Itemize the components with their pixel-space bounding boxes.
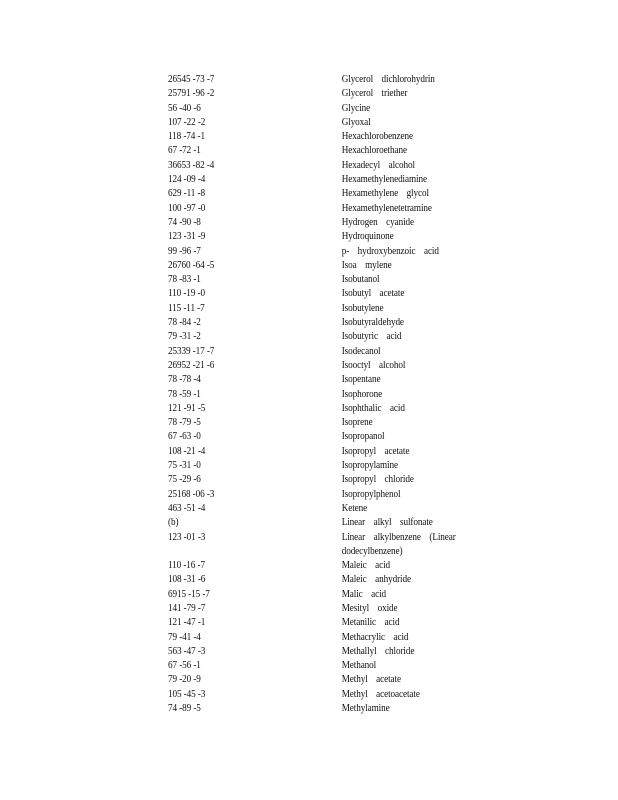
chemical-name: Linear alkylbenzene (Linear dodecylbenzene) <box>341 531 465 557</box>
chemical-name: Isoa mylene <box>341 259 392 271</box>
chemical-name: Isobutylene <box>341 302 384 314</box>
cas-number: 26952 -21 -6 <box>168 359 215 371</box>
table-row <box>168 559 497 573</box>
table-row <box>168 316 497 330</box>
cas-number: 110 -16 -7 <box>168 560 205 572</box>
chemical-name: Hexamethylenetetramine <box>341 202 432 214</box>
table-row <box>168 473 497 487</box>
chemical-name: Maleic anhydride <box>341 574 411 586</box>
table-row <box>168 573 497 587</box>
chemical-name: Isobutyric acid <box>341 331 402 343</box>
table-row <box>168 531 497 560</box>
cas-number: 123 -01 -3 <box>168 531 206 543</box>
table-row <box>168 388 497 402</box>
cas-number: 108 -31 -6 <box>168 574 206 586</box>
chemical-name: Isophthalic acid <box>341 402 405 414</box>
chemical-name: Hexachlorobenzene <box>341 131 413 143</box>
cas-number: 56 -40 -6 <box>168 102 201 114</box>
chemical-name: Mesityl oxide <box>341 602 398 614</box>
chemical-name: Glycerol triether <box>341 88 408 100</box>
chemical-name: Hydroquinone <box>341 231 394 243</box>
chemical-name: Glycerol dichlorohydrin <box>341 74 435 85</box>
table-row <box>168 373 497 387</box>
chemical-name: p- hydroxybenzoic acid <box>341 245 439 257</box>
table-row <box>168 230 497 244</box>
table-row <box>168 359 497 373</box>
table-row <box>168 673 497 687</box>
table-row <box>168 516 497 530</box>
cas-number: 121 -47 -1 <box>168 617 206 629</box>
chemical-table <box>168 73 498 716</box>
cas-number: 25791 -96 -2 <box>168 88 215 100</box>
cas-number: 118 -74 -1 <box>168 131 205 143</box>
cas-number: 25168 -06 -3 <box>168 488 215 500</box>
cas-number: 78 -84 -2 <box>168 317 201 329</box>
chemical-name: Ketene <box>341 502 368 514</box>
chemical-name: Isopropylamine <box>341 460 398 472</box>
table-row <box>168 287 497 301</box>
cas-number: 463 -51 -4 <box>168 502 206 514</box>
cas-number: 67 -72 -1 <box>168 145 201 157</box>
chemical-name: Hexachloroethane <box>341 145 407 157</box>
chemical-name: Hydrogen cyanide <box>341 216 415 228</box>
chemical-name: Maleic acid <box>341 560 391 572</box>
chemical-name: Methyl acetoacetate <box>341 688 420 700</box>
cas-number: (b) <box>168 517 179 529</box>
cas-number: 100 -97 -0 <box>168 202 206 214</box>
cas-number: 75 -29 -6 <box>168 474 201 486</box>
chemical-name: Methylamine <box>341 703 390 715</box>
cas-number: 78 -59 -1 <box>168 388 201 400</box>
table-row <box>168 102 497 116</box>
chemical-name: Glycine <box>341 102 371 114</box>
chemical-name: Isoprene <box>341 417 373 429</box>
chemical-name: Methallyl chloride <box>341 645 415 657</box>
cas-number: 79 -20 -9 <box>168 674 201 686</box>
table-row <box>168 187 497 201</box>
cas-number: 107 -22 -2 <box>168 116 206 128</box>
cas-number: 67 -56 -1 <box>168 660 201 672</box>
cas-number: 105 -45 -3 <box>168 688 206 700</box>
table-row <box>168 73 497 87</box>
chemical-name: Linear alkyl sulfonate <box>341 517 433 529</box>
cas-number: 67 -63 -0 <box>168 431 201 443</box>
cas-number: 26760 -64 -5 <box>168 259 215 271</box>
cas-number: 75 -31 -0 <box>168 460 201 472</box>
chemical-name: Hexamethylenediamine <box>341 174 427 186</box>
chemical-name: Isopentane <box>341 374 381 386</box>
table-row <box>168 259 497 273</box>
cas-number: 115 -11 -7 <box>168 302 205 314</box>
chemical-name: Isopropyl chloride <box>341 474 414 486</box>
chemical-name: Isopropanol <box>341 431 385 443</box>
table-row <box>168 144 497 158</box>
table-row <box>168 345 497 359</box>
cas-number: 74 -89 -5 <box>168 703 201 715</box>
table-row <box>168 702 497 716</box>
cas-number: 629 -11 -8 <box>168 188 205 200</box>
chemical-name: Hexamethylene glycol <box>341 188 429 200</box>
table-row <box>168 588 497 602</box>
cas-number: 74 -90 -8 <box>168 216 201 228</box>
cas-number: 78 -83 -1 <box>168 274 201 286</box>
cas-number: 563 -47 -3 <box>168 645 206 657</box>
table-row <box>168 430 497 444</box>
chemical-name: Glyoxal <box>341 116 371 128</box>
cas-number: 6915 -15 -7 <box>168 588 210 600</box>
cas-number: 99 -96 -7 <box>168 245 201 257</box>
chemical-name: Methacrylic acid <box>341 631 409 643</box>
chemical-name: Metanilic acid <box>341 617 400 629</box>
table-row <box>168 402 497 416</box>
table-row <box>168 216 497 230</box>
chemical-name: Isooctyl alcohol <box>341 359 406 371</box>
table-row <box>168 116 497 130</box>
chemical-name: Methyl acetate <box>341 674 401 686</box>
table-row <box>168 659 497 673</box>
table-row <box>168 645 497 659</box>
cas-number: 121 -91 -5 <box>168 402 206 414</box>
table-row <box>168 616 497 630</box>
chemical-name: Isophorone <box>341 388 383 400</box>
chemical-name: Hexadecyl alcohol <box>341 159 415 171</box>
cas-number: 124 -09 -4 <box>168 174 206 186</box>
table-row <box>168 87 497 101</box>
table-row <box>168 502 497 516</box>
table-row <box>168 245 497 259</box>
chemical-name: Isopropyl acetate <box>341 445 410 457</box>
cas-number: 36653 -82 -4 <box>168 159 215 171</box>
cas-number: 108 -21 -4 <box>168 445 206 457</box>
table-row <box>168 445 497 459</box>
cas-number: 141 -79 -7 <box>168 602 206 614</box>
table-row <box>168 416 497 430</box>
chemical-name: Isopropylphenol <box>341 488 401 500</box>
cas-number: 25339 -17 -7 <box>168 345 215 357</box>
cas-number: 78 -79 -5 <box>168 417 201 429</box>
table-row <box>168 202 497 216</box>
table-row <box>168 459 497 473</box>
chemical-name: Isobutyraldehyde <box>341 317 404 329</box>
table-row <box>168 159 497 173</box>
chemical-name: Methanol <box>341 660 377 672</box>
table-row <box>168 302 497 316</box>
chemical-name: Isobutyl acetate <box>341 288 405 300</box>
chemical-name: Isobutanol <box>341 274 380 286</box>
table-row <box>168 631 497 645</box>
cas-number: 110 -19 -0 <box>168 288 205 300</box>
cas-number: 78 -78 -4 <box>168 374 201 386</box>
table-row <box>168 688 497 702</box>
table-row <box>168 488 497 502</box>
chemical-name: Malic acid <box>341 588 387 600</box>
cas-number: 79 -31 -2 <box>168 331 201 343</box>
cas-number: 123 -31 -9 <box>168 231 206 243</box>
table-row <box>168 330 497 344</box>
cas-number: 26545 -73 -7 <box>168 74 215 85</box>
cas-number: 79 -41 -4 <box>168 631 201 643</box>
table-row <box>168 130 497 144</box>
table-row <box>168 602 497 616</box>
table-row <box>168 273 497 287</box>
chemical-name: Isodecanol <box>341 345 381 357</box>
table-row <box>168 173 497 187</box>
